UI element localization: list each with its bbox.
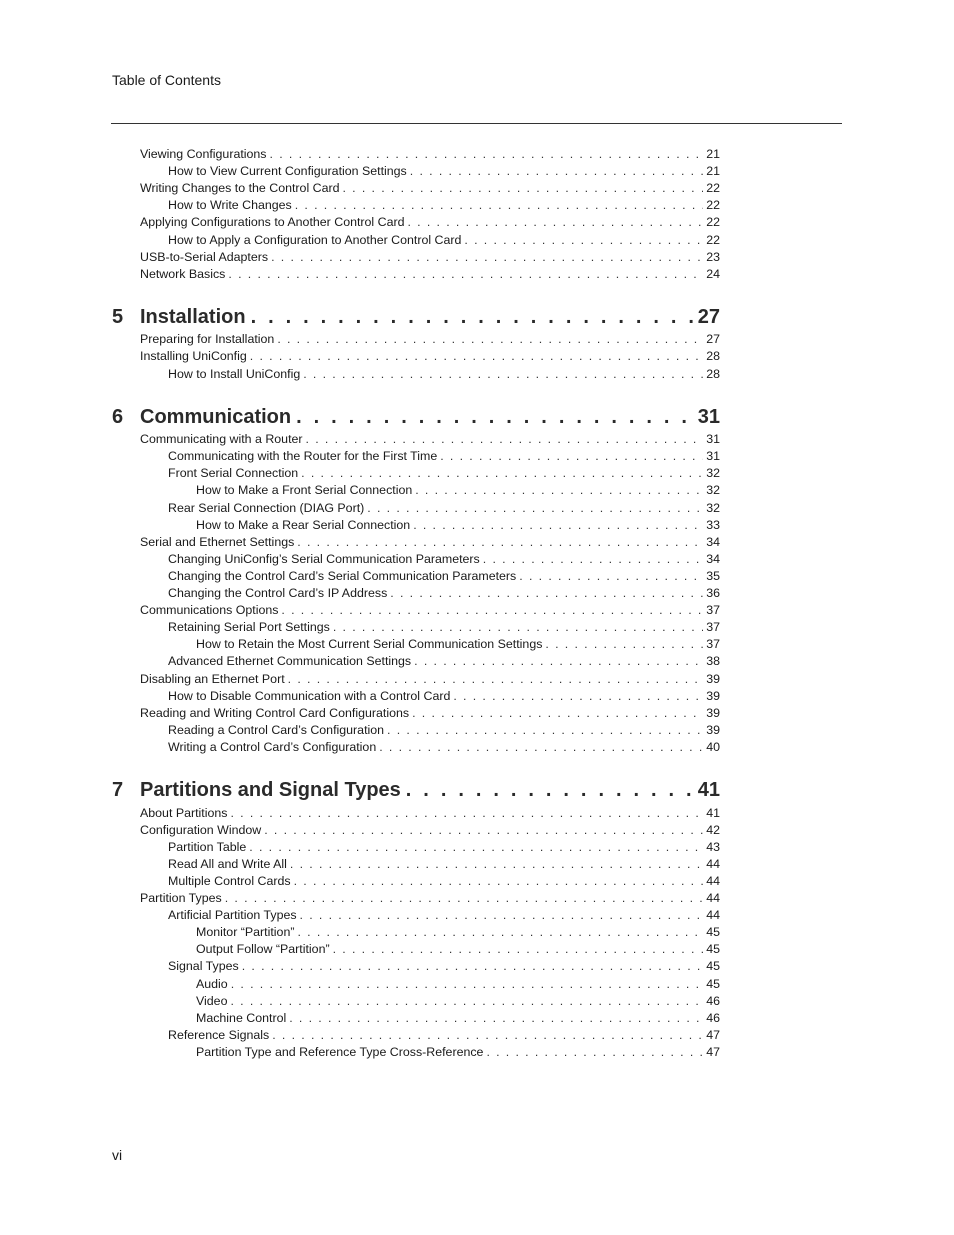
toc-entry-level-3[interactable] xyxy=(196,517,720,534)
dot-leader xyxy=(333,619,703,636)
dot-leader xyxy=(296,404,693,430)
dot-leader xyxy=(264,822,703,839)
toc-entry-level-1[interactable] xyxy=(140,602,720,619)
dot-leader xyxy=(440,448,703,465)
dot-leader xyxy=(297,924,703,941)
entry-page-number: 32 xyxy=(706,500,720,515)
dot-leader xyxy=(406,777,693,803)
entry-page-number: 33 xyxy=(706,517,720,532)
entry-page-number: 35 xyxy=(706,568,720,583)
entry-title: Reading and Writing Control Card Configurations xyxy=(140,705,410,720)
toc-entry-level-2[interactable] xyxy=(168,568,720,585)
entry-page-number: 31 xyxy=(706,449,720,464)
toc-entry-level-2[interactable] xyxy=(168,907,720,924)
entry-page-number: 28 xyxy=(706,366,720,381)
dot-leader xyxy=(251,304,693,330)
toc-entry-level-1[interactable] xyxy=(140,890,720,907)
entry-page-number: 39 xyxy=(706,688,720,703)
dot-leader xyxy=(415,482,703,499)
toc-entry-level-3[interactable] xyxy=(196,924,720,941)
entry-title: Communicating with the Router for the First Time xyxy=(168,449,438,464)
entry-page-number: 44 xyxy=(706,856,720,871)
entry-title: Rear Serial Connection (DIAG Port) xyxy=(168,500,365,515)
toc-chapter-heading[interactable] xyxy=(112,304,720,330)
toc-entry-level-2[interactable] xyxy=(168,551,720,568)
dot-leader xyxy=(367,500,703,517)
toc-chapter-heading[interactable] xyxy=(112,777,720,803)
dot-leader xyxy=(410,163,703,180)
dot-leader xyxy=(281,602,703,619)
dot-leader xyxy=(412,705,703,722)
entry-title: Serial and Ethernet Settings xyxy=(140,534,295,549)
dot-leader xyxy=(300,907,704,924)
dot-leader xyxy=(290,856,703,873)
entry-title: Changing the Control Card’s Serial Communication Parameters xyxy=(168,568,517,583)
entry-title: Changing the Control Card’s IP Address xyxy=(168,586,388,600)
dot-leader xyxy=(408,214,704,231)
entry-title: How to Write Changes xyxy=(168,198,292,213)
dot-leader xyxy=(387,722,703,739)
dot-leader xyxy=(289,1010,703,1027)
entry-page-number: 45 xyxy=(706,976,720,991)
toc-entry-level-1[interactable] xyxy=(140,146,720,163)
entry-page-number: 36 xyxy=(706,586,720,600)
dot-leader xyxy=(486,1044,703,1061)
entry-title: Partition Type and Reference Type Cross-Reference xyxy=(196,1044,484,1059)
entry-page-number: 44 xyxy=(706,908,720,923)
entry-title: Audio xyxy=(196,976,228,991)
dot-leader xyxy=(277,331,703,348)
entry-page-number: 43 xyxy=(706,839,720,854)
dot-leader xyxy=(343,180,704,197)
chapter-title: Communication xyxy=(140,405,292,428)
entry-title: Retaining Serial Port Settings xyxy=(168,620,330,635)
entry-title: How to Apply a Configuration to Another Control Card xyxy=(168,232,462,247)
chapter-title: Installation xyxy=(140,305,246,328)
toc-entry-level-2[interactable] xyxy=(168,232,720,249)
dot-leader xyxy=(545,636,703,653)
entry-page-number: 46 xyxy=(706,993,720,1008)
entry-page-number: 39 xyxy=(706,722,720,737)
entry-page-number: 24 xyxy=(706,266,720,281)
dot-leader xyxy=(271,249,703,266)
entry-page-number: 37 xyxy=(706,620,720,635)
toc-entry-level-2[interactable] xyxy=(168,585,720,602)
entry-title: Advanced Ethernet Communication Settings xyxy=(168,654,412,669)
entry-title: About Partitions xyxy=(140,805,228,820)
entry-title: Installing UniConfig xyxy=(140,349,247,364)
dot-leader xyxy=(228,266,703,283)
toc-entry-level-1[interactable] xyxy=(140,671,720,688)
entry-page-number: 40 xyxy=(706,739,720,754)
entry-title: Configuration Window xyxy=(140,822,262,837)
entry-page-number: 45 xyxy=(706,959,720,974)
dot-leader xyxy=(333,941,704,958)
entry-title: How to Make a Front Serial Connection xyxy=(196,483,413,498)
toc-entry-level-2[interactable] xyxy=(168,465,720,482)
toc-entry-level-3[interactable] xyxy=(196,941,720,958)
chapter-page-number: 27 xyxy=(697,305,720,328)
entry-page-number: 37 xyxy=(706,603,720,618)
toc-entry-level-2[interactable] xyxy=(168,856,720,873)
toc-entry-level-2[interactable] xyxy=(168,873,720,890)
toc-entry-level-1[interactable] xyxy=(140,431,720,448)
toc-entry-level-3[interactable] xyxy=(196,993,720,1010)
dot-leader xyxy=(301,465,703,482)
entry-page-number: 34 xyxy=(706,534,720,549)
entry-page-number: 23 xyxy=(706,249,720,264)
entry-page-number: 32 xyxy=(706,483,720,498)
entry-page-number: 39 xyxy=(706,671,720,686)
entry-page-number: 21 xyxy=(706,147,720,161)
entry-page-number: 37 xyxy=(706,637,720,652)
dot-leader xyxy=(225,890,703,907)
toc-entry-level-2[interactable] xyxy=(168,163,720,180)
dot-leader xyxy=(230,805,703,822)
toc-entry-level-2[interactable] xyxy=(168,653,720,670)
entry-title: Applying Configurations to Another Control Card xyxy=(140,215,405,230)
entry-title: How to Install UniConfig xyxy=(168,366,301,381)
dot-leader xyxy=(379,739,703,756)
entry-title: Machine Control xyxy=(196,1010,287,1025)
entry-title: Read All and Write All xyxy=(168,856,287,871)
toc-entry-level-1[interactable] xyxy=(140,805,720,822)
entry-page-number: 21 xyxy=(706,164,720,179)
dot-leader xyxy=(303,366,703,383)
toc-entry-level-2[interactable] xyxy=(168,722,720,739)
entry-page-number: 27 xyxy=(706,332,720,347)
toc-entry-level-3[interactable] xyxy=(196,1044,720,1061)
entry-page-number: 42 xyxy=(706,822,720,837)
dot-leader xyxy=(231,976,704,993)
toc-entry-level-1[interactable] xyxy=(140,214,720,231)
entry-title: Changing UniConfig’s Serial Communication Parameters xyxy=(168,551,480,566)
toc-entry-level-1[interactable] xyxy=(140,348,720,365)
entry-page-number: 34 xyxy=(706,551,720,566)
entry-title: Preparing for Installation xyxy=(140,332,275,347)
dot-leader xyxy=(250,348,703,365)
entry-title: Writing a Control Card’s Configuration xyxy=(168,739,377,754)
dot-leader xyxy=(249,839,703,856)
toc-entry-level-2[interactable] xyxy=(168,839,720,856)
entry-title: Multiple Control Cards xyxy=(168,873,291,888)
toc-chapter-heading[interactable] xyxy=(112,404,720,430)
dot-leader xyxy=(272,1027,703,1044)
entry-title: USB-to-Serial Adapters xyxy=(140,249,269,264)
entry-page-number: 31 xyxy=(706,432,720,447)
toc-entry-level-1[interactable] xyxy=(140,180,720,197)
entry-page-number: 44 xyxy=(706,873,720,888)
entry-page-number: 22 xyxy=(706,198,720,213)
toc-entry-level-2[interactable] xyxy=(168,448,720,465)
dot-leader xyxy=(306,431,704,448)
toc-entry-level-3[interactable] xyxy=(196,636,720,653)
entry-title: Reference Signals xyxy=(168,1027,270,1042)
entry-title: Front Serial Connection xyxy=(168,466,299,481)
toc-entry-level-3[interactable] xyxy=(196,976,720,993)
entry-title: Disabling an Ethernet Port xyxy=(140,671,285,686)
toc-entry-level-1[interactable] xyxy=(140,534,720,551)
running-header: Table of Contents xyxy=(112,72,221,88)
toc-entry-level-3[interactable] xyxy=(196,1010,720,1027)
toc-entry-level-1[interactable] xyxy=(140,249,720,266)
chapter-number: 7 xyxy=(112,779,124,801)
toc-entry-level-3[interactable] xyxy=(196,482,720,499)
toc-entry-level-2[interactable] xyxy=(168,739,720,756)
entry-title: Communications Options xyxy=(140,603,279,618)
dot-leader xyxy=(294,873,704,890)
entry-page-number: 44 xyxy=(706,891,720,905)
entry-title: Monitor “Partition” xyxy=(196,925,295,940)
entry-title: Artificial Partition Types xyxy=(168,908,297,923)
entry-title: Partition Table xyxy=(168,839,247,854)
entry-title: Network Basics xyxy=(140,266,226,281)
toc-entry-level-1[interactable] xyxy=(140,705,720,722)
dot-leader xyxy=(414,653,703,670)
dot-leader xyxy=(453,688,703,705)
toc-entry-level-2[interactable] xyxy=(168,1027,720,1044)
toc-entry-level-2[interactable] xyxy=(168,500,720,517)
entry-page-number: 45 xyxy=(706,942,720,957)
entry-title: Output Follow “Partition” xyxy=(196,942,330,957)
dot-leader xyxy=(242,958,703,975)
entry-page-number: 46 xyxy=(706,1010,720,1025)
entry-page-number: 39 xyxy=(706,705,720,720)
dot-leader xyxy=(295,197,703,214)
entry-title: Video xyxy=(196,993,228,1008)
entry-title: Reading a Control Card’s Configuration xyxy=(168,722,385,737)
entry-page-number: 47 xyxy=(706,1044,720,1059)
entry-page-number: 28 xyxy=(706,349,720,364)
toc-entry-level-2[interactable] xyxy=(168,688,720,705)
dot-leader xyxy=(519,568,703,585)
entry-title: Communicating with a Router xyxy=(140,432,303,447)
page-number: vi xyxy=(112,1147,123,1163)
entry-page-number: 47 xyxy=(706,1027,720,1042)
toc-entry-level-2[interactable] xyxy=(168,958,720,975)
entry-page-number: 22 xyxy=(706,232,720,247)
chapter-title: Partitions and Signal Types xyxy=(140,779,401,801)
toc-entry-level-1[interactable] xyxy=(140,822,720,839)
chapter-number: 6 xyxy=(112,405,124,428)
toc-entry-level-1[interactable] xyxy=(140,266,720,283)
entry-page-number: 45 xyxy=(706,925,720,940)
toc-entry-level-2[interactable] xyxy=(168,197,720,214)
dot-leader xyxy=(413,517,703,534)
entry-page-number: 38 xyxy=(706,654,720,669)
chapter-page-number: 41 xyxy=(697,779,720,801)
toc-entry-level-2[interactable] xyxy=(168,366,720,383)
entry-title: Partition Types xyxy=(140,891,222,905)
entry-page-number: 41 xyxy=(706,805,720,820)
entry-page-number: 22 xyxy=(706,181,720,196)
chapter-number: 5 xyxy=(112,305,124,328)
toc-entry-level-2[interactable] xyxy=(168,619,720,636)
entry-title: How to View Current Configuration Settings xyxy=(168,164,407,179)
dot-leader xyxy=(230,993,703,1010)
entry-page-number: 22 xyxy=(706,215,720,230)
dot-leader xyxy=(270,146,704,163)
dot-leader xyxy=(297,534,703,551)
entry-title: How to Retain the Most Current Serial Communication Settings xyxy=(196,637,543,652)
dot-leader xyxy=(288,671,704,688)
entry-title: How to Make a Rear Serial Connection xyxy=(196,517,411,532)
entry-page-number: 32 xyxy=(706,466,720,481)
entry-title: Viewing Configurations xyxy=(140,147,267,161)
entry-title: How to Disable Communication with a Control Card xyxy=(168,688,451,703)
dot-leader xyxy=(390,585,703,602)
chapter-page-number: 31 xyxy=(697,405,720,428)
entry-title: Writing Changes to the Control Card xyxy=(140,181,340,196)
dot-leader xyxy=(464,232,703,249)
toc-entry-level-1[interactable] xyxy=(140,331,720,348)
dot-leader xyxy=(483,551,703,568)
entry-title: Signal Types xyxy=(168,959,239,974)
